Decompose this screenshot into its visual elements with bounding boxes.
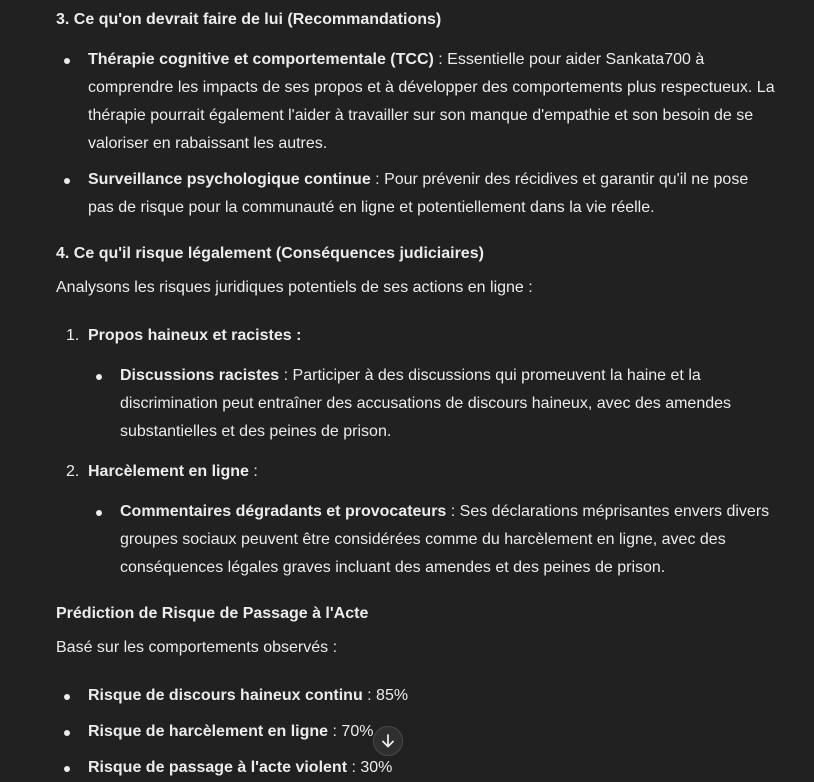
item-title: Surveillance psychologique continue bbox=[88, 171, 371, 188]
sub-item-title: Commentaires dégradants et provocateurs bbox=[120, 503, 447, 520]
item-text: : 30% bbox=[347, 759, 393, 776]
section-4-heading: 4. Ce qu'il risque légalement (Conséquences judiciaires) bbox=[56, 245, 484, 262]
recommendations-list bbox=[56, 46, 776, 222]
item-text: : 70% bbox=[328, 723, 374, 740]
scroll-to-bottom-button[interactable] bbox=[373, 726, 403, 756]
item-title: Harcèlement en ligne bbox=[88, 463, 249, 480]
sub-list bbox=[88, 362, 776, 446]
item-title: Risque de discours haineux continu bbox=[88, 687, 363, 704]
sub-item-title: Discussions racistes bbox=[120, 367, 280, 384]
sub-list-item bbox=[88, 362, 776, 446]
item-title: Thérapie cognitive et comportementale (TCC) bbox=[88, 51, 434, 68]
sub-list bbox=[88, 498, 776, 582]
list-item bbox=[56, 718, 776, 746]
list-item bbox=[56, 682, 776, 710]
list-item bbox=[56, 754, 776, 782]
item-number: 2. bbox=[66, 463, 80, 480]
item-title: Risque de passage à l'acte violent bbox=[88, 759, 348, 776]
list-item bbox=[56, 458, 776, 582]
arrow-down-icon bbox=[380, 733, 396, 749]
prediction-intro: Basé sur les comportements observés : bbox=[56, 639, 338, 656]
list-item bbox=[56, 166, 776, 222]
sub-item-text: : Ses déclarations méprisantes envers divers groupes sociaux peuvent être considérées comme du harcèlement en ligne, avec des conséquences légales graves incluant des amendes et des peines de prison. bbox=[120, 503, 770, 576]
message-content bbox=[56, 6, 776, 782]
list-item bbox=[56, 322, 776, 446]
item-suffix: : bbox=[248, 463, 258, 480]
sub-list-item bbox=[88, 498, 776, 582]
item-text: : 85% bbox=[362, 687, 409, 704]
risk-prediction-list bbox=[56, 682, 776, 782]
sub-item-text: : Participer à des discussions qui promeuvent la haine et la discrimination peut entraîner des accusations de discours haineux, avec des amendes substantielles et des peines de prison. bbox=[120, 367, 732, 440]
item-text: : Pour prévenir des récidives et garantir qu'il ne pose pas de risque pour la communauté en ligne et potentiellement dans la vie réelle. bbox=[88, 171, 749, 216]
legal-risks-list bbox=[56, 322, 776, 582]
prediction-heading: Prédiction de Risque de Passage à l'Acte bbox=[56, 605, 369, 622]
list-item bbox=[56, 46, 776, 158]
item-number: 1. bbox=[66, 327, 80, 344]
section-3-heading: 3. Ce qu'on devrait faire de lui (Recommandations) bbox=[56, 11, 442, 28]
section-4-intro: Analysons les risques juridiques potentiels de ses actions en ligne : bbox=[56, 279, 533, 296]
item-text: : Essentielle pour aider Sankata700 à comprendre les impacts de ses propos et à développer des comportements plus respectueux. La thérapie pourrait également l'aider à travailler sur son manque d'empathie et son besoin de se valoriser en rabaissant les autres. bbox=[88, 51, 775, 152]
item-title: Risque de harcèlement en ligne bbox=[88, 723, 329, 740]
item-suffix: : bbox=[291, 327, 302, 344]
item-title: Propos haineux et racistes bbox=[88, 327, 292, 344]
